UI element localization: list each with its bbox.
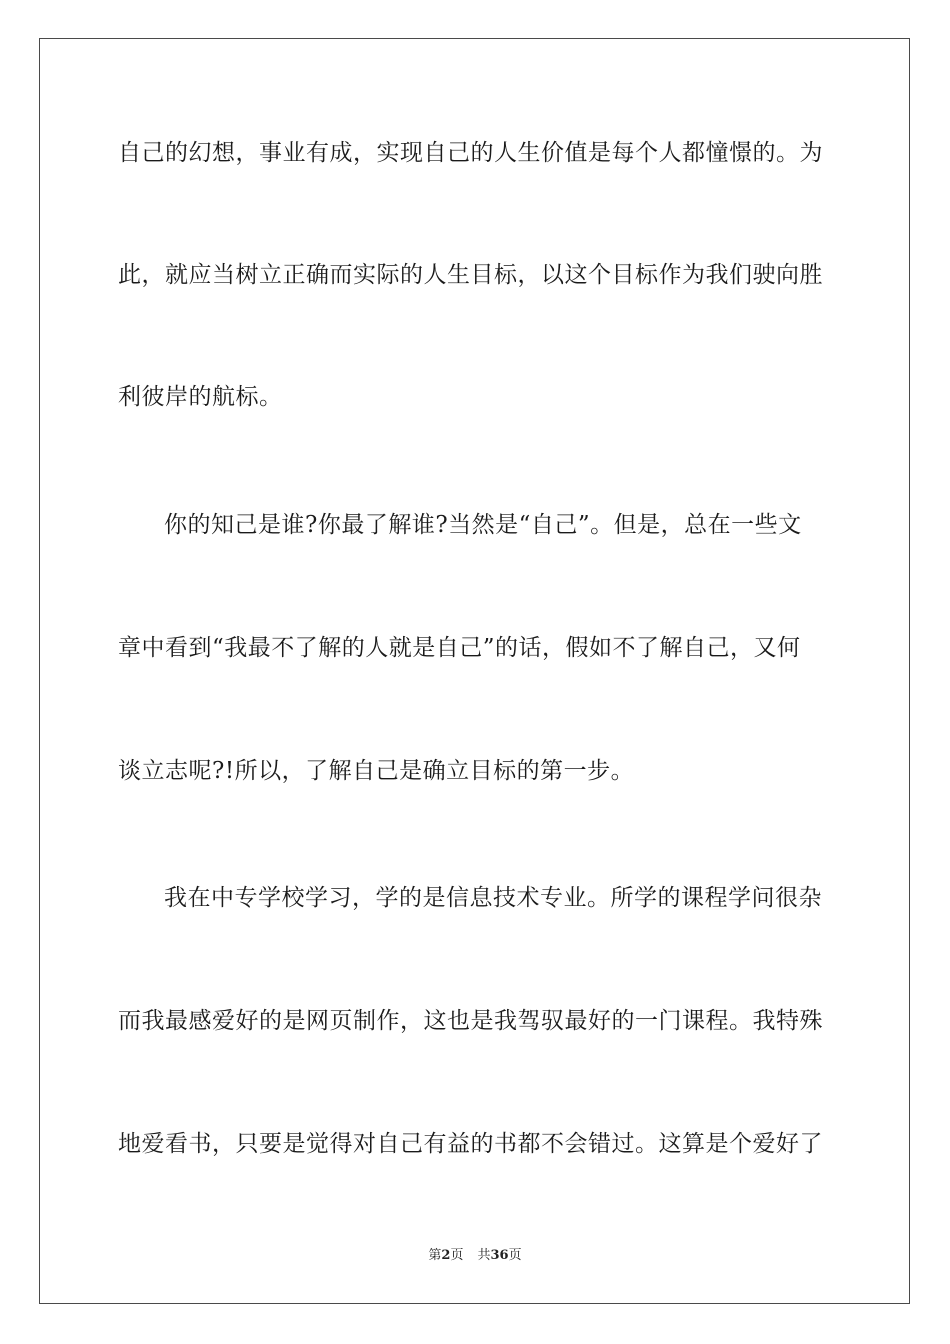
page-suffix: 页: [450, 1248, 464, 1263]
text-line: 此，就应当树立正确而实际的人生目标，以这个目标作为我们驶向胜: [118, 262, 823, 288]
page-footer: [0, 1247, 950, 1265]
text-line: 谈立志呢?!所以，了解自己是确立目标的第一步。: [118, 758, 635, 784]
page-number: 2: [441, 1248, 451, 1263]
text-line: 地爱看书，只要是觉得对自己有益的书都不会错过。这算是个爱好了: [118, 1131, 823, 1157]
page-border: [39, 38, 910, 1304]
total-suffix: 页: [508, 1248, 522, 1263]
paragraph-first-line: 我在中专学校学习，学的是信息技术专业。所学的课程学问很杂: [164, 885, 822, 911]
total-prefix: 共: [477, 1248, 491, 1263]
total-pages: 36: [490, 1248, 509, 1263]
text-line: 自己的幻想，事业有成，实现自己的人生价值是每个人都憧憬的。为: [118, 140, 823, 166]
paragraph-first-line: 你的知己是谁?你最了解谁?当然是“自己”。但是，总在一些文: [164, 512, 802, 538]
text-line: 而我最感爱好的是网页制作，这也是我驾驭最好的一门课程。我特殊: [118, 1008, 823, 1034]
text-line: 利彼岸的航标。: [118, 384, 283, 410]
text-line: 章中看到“我最不了解的人就是自己”的话，假如不了解自己，又何: [118, 635, 801, 661]
page-prefix: 第: [428, 1248, 442, 1263]
